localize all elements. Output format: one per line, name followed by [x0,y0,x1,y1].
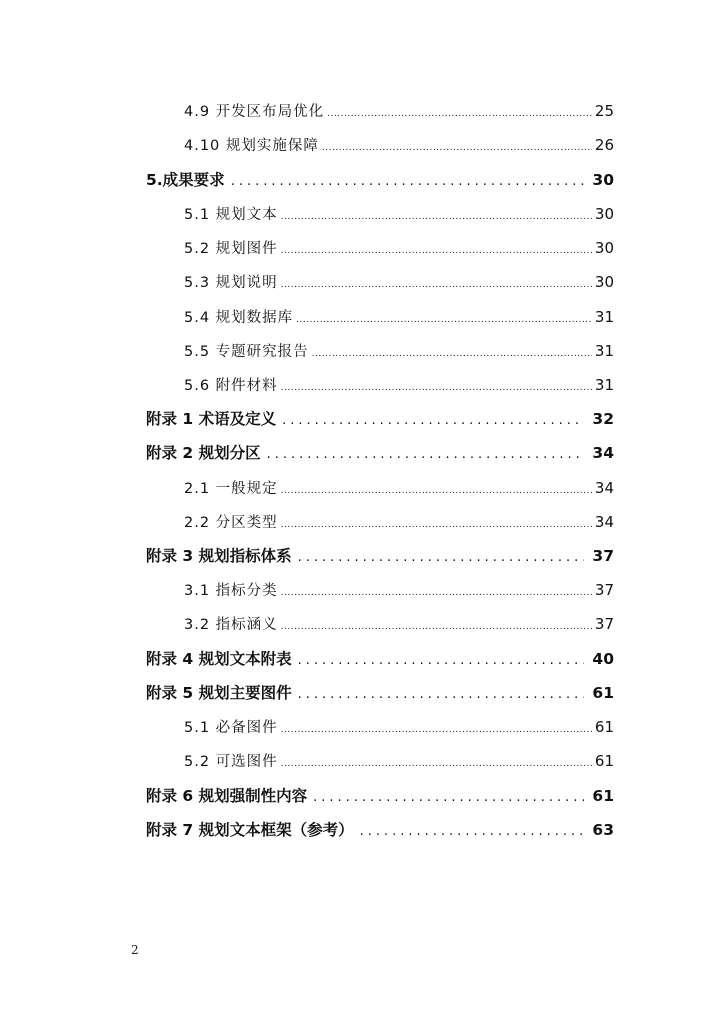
toc-entry-page: 34 [594,513,614,531]
toc-dot-leader [313,785,584,811]
toc-entry-page: 61 [592,684,614,702]
toc-entry-page: 37 [594,581,614,599]
toc-entry-title: 2.1 一般规定 [184,481,278,497]
toc-dot-leader [281,478,592,504]
toc-entry-title: 5.6 附件材料 [184,378,278,394]
toc-entry[interactable] [184,269,614,295]
toc-entry[interactable] [184,372,614,398]
toc-entry[interactable] [146,440,614,466]
toc-entry[interactable] [184,304,614,330]
toc-dot-leader [298,545,585,571]
toc-entry-title: 5.3 规划说明 [184,275,278,291]
toc-entry-page: 34 [594,479,614,497]
toc-entry[interactable] [184,98,614,124]
toc-dot-leader [298,682,585,708]
toc-entry-page: 31 [594,308,614,326]
toc-dot-leader [312,341,592,367]
toc-entry[interactable] [146,543,614,569]
toc-entry-page: 63 [592,821,614,839]
toc-entry[interactable] [146,817,614,843]
page-number: 2 [131,943,139,957]
toc-entry-page: 34 [592,444,614,462]
toc-entry-page: 31 [594,376,614,394]
toc-entry-title: 5.1 必备图件 [184,720,278,736]
toc-entry[interactable] [184,201,614,227]
toc-dot-leader [281,614,592,640]
toc-dot-leader [281,204,592,230]
toc-entry[interactable] [146,783,614,809]
toc-entry[interactable] [146,167,614,193]
toc-entry[interactable] [184,475,614,501]
toc-entry-page: 37 [592,547,614,565]
toc-entry-title: 5.5 专题研究报告 [184,344,309,360]
toc-entry-title: 5.成果要求 [146,171,225,189]
toc-entry-title: 3.2 指标涵义 [184,617,278,633]
toc-entry-title: 附录 2 规划分区 [146,444,261,462]
toc-entry-page: 40 [592,650,614,668]
toc-dot-leader [281,751,592,777]
toc-dot-leader [281,717,592,743]
toc-entry-title: 5.4 规划数据库 [184,310,294,326]
toc-dot-leader [281,580,592,606]
toc-entry-title: 5.2 规划图件 [184,241,278,257]
toc-entry[interactable] [184,509,614,535]
toc-entry-title: 5.2 可选图件 [184,754,278,770]
toc-entry-title: 附录 3 规划指标体系 [146,547,292,565]
toc-entry-page: 26 [594,136,614,154]
toc-entry-title: 附录 7 规划文本框架（参考） [146,821,354,839]
toc-dot-leader [327,101,592,127]
toc-entry-page: 61 [594,718,614,736]
toc-dot-leader [281,375,592,401]
toc-dot-leader [296,307,592,333]
toc-entry[interactable] [184,748,614,774]
toc-entry-title: 5.1 规划文本 [184,207,278,223]
toc-entry[interactable] [184,611,614,637]
toc-entry[interactable] [184,235,614,261]
toc-dot-leader [231,169,585,195]
toc-entry-page: 37 [594,615,614,633]
toc-entry[interactable] [184,577,614,603]
toc-dot-leader [281,512,592,538]
toc-entry-title: 附录 6 规划强制性内容 [146,787,308,805]
toc-dot-leader [281,238,592,264]
toc-entry-title: 3.1 指标分类 [184,583,278,599]
toc-entry-page: 30 [594,273,614,291]
toc-entry-title: 附录 4 规划文本附表 [146,650,292,668]
toc-entry[interactable] [184,338,614,364]
toc-entry[interactable] [146,646,614,672]
toc-entry-page: 30 [594,205,614,223]
toc-entry[interactable] [146,680,614,706]
toc-entry-page: 31 [594,342,614,360]
toc-dot-leader [281,272,592,298]
toc-dot-leader [298,648,585,674]
toc-dot-leader [282,408,584,434]
toc-entry-page: 25 [594,102,614,120]
toc-entry-title: 附录 5 规划主要图件 [146,684,292,702]
toc-entry-title: 4.9 开发区布局优化 [184,104,325,120]
toc-dot-leader [267,442,585,468]
toc-entry[interactable] [146,406,614,432]
toc-dot-leader [322,135,592,161]
toc-entry-title: 附录 1 术语及定义 [146,410,277,428]
toc-entry-title: 4.10 规划实施保障 [184,138,319,154]
toc-entry[interactable] [184,714,614,740]
toc-entry-page: 32 [592,410,614,428]
toc-entry-title: 2.2 分区类型 [184,515,278,531]
toc-entry-page: 30 [592,171,614,189]
toc-dot-leader [360,819,585,845]
toc-entry-page: 61 [594,752,614,770]
toc-entry[interactable] [184,132,614,158]
toc-entry-page: 30 [594,239,614,257]
toc-entry-page: 61 [592,787,614,805]
